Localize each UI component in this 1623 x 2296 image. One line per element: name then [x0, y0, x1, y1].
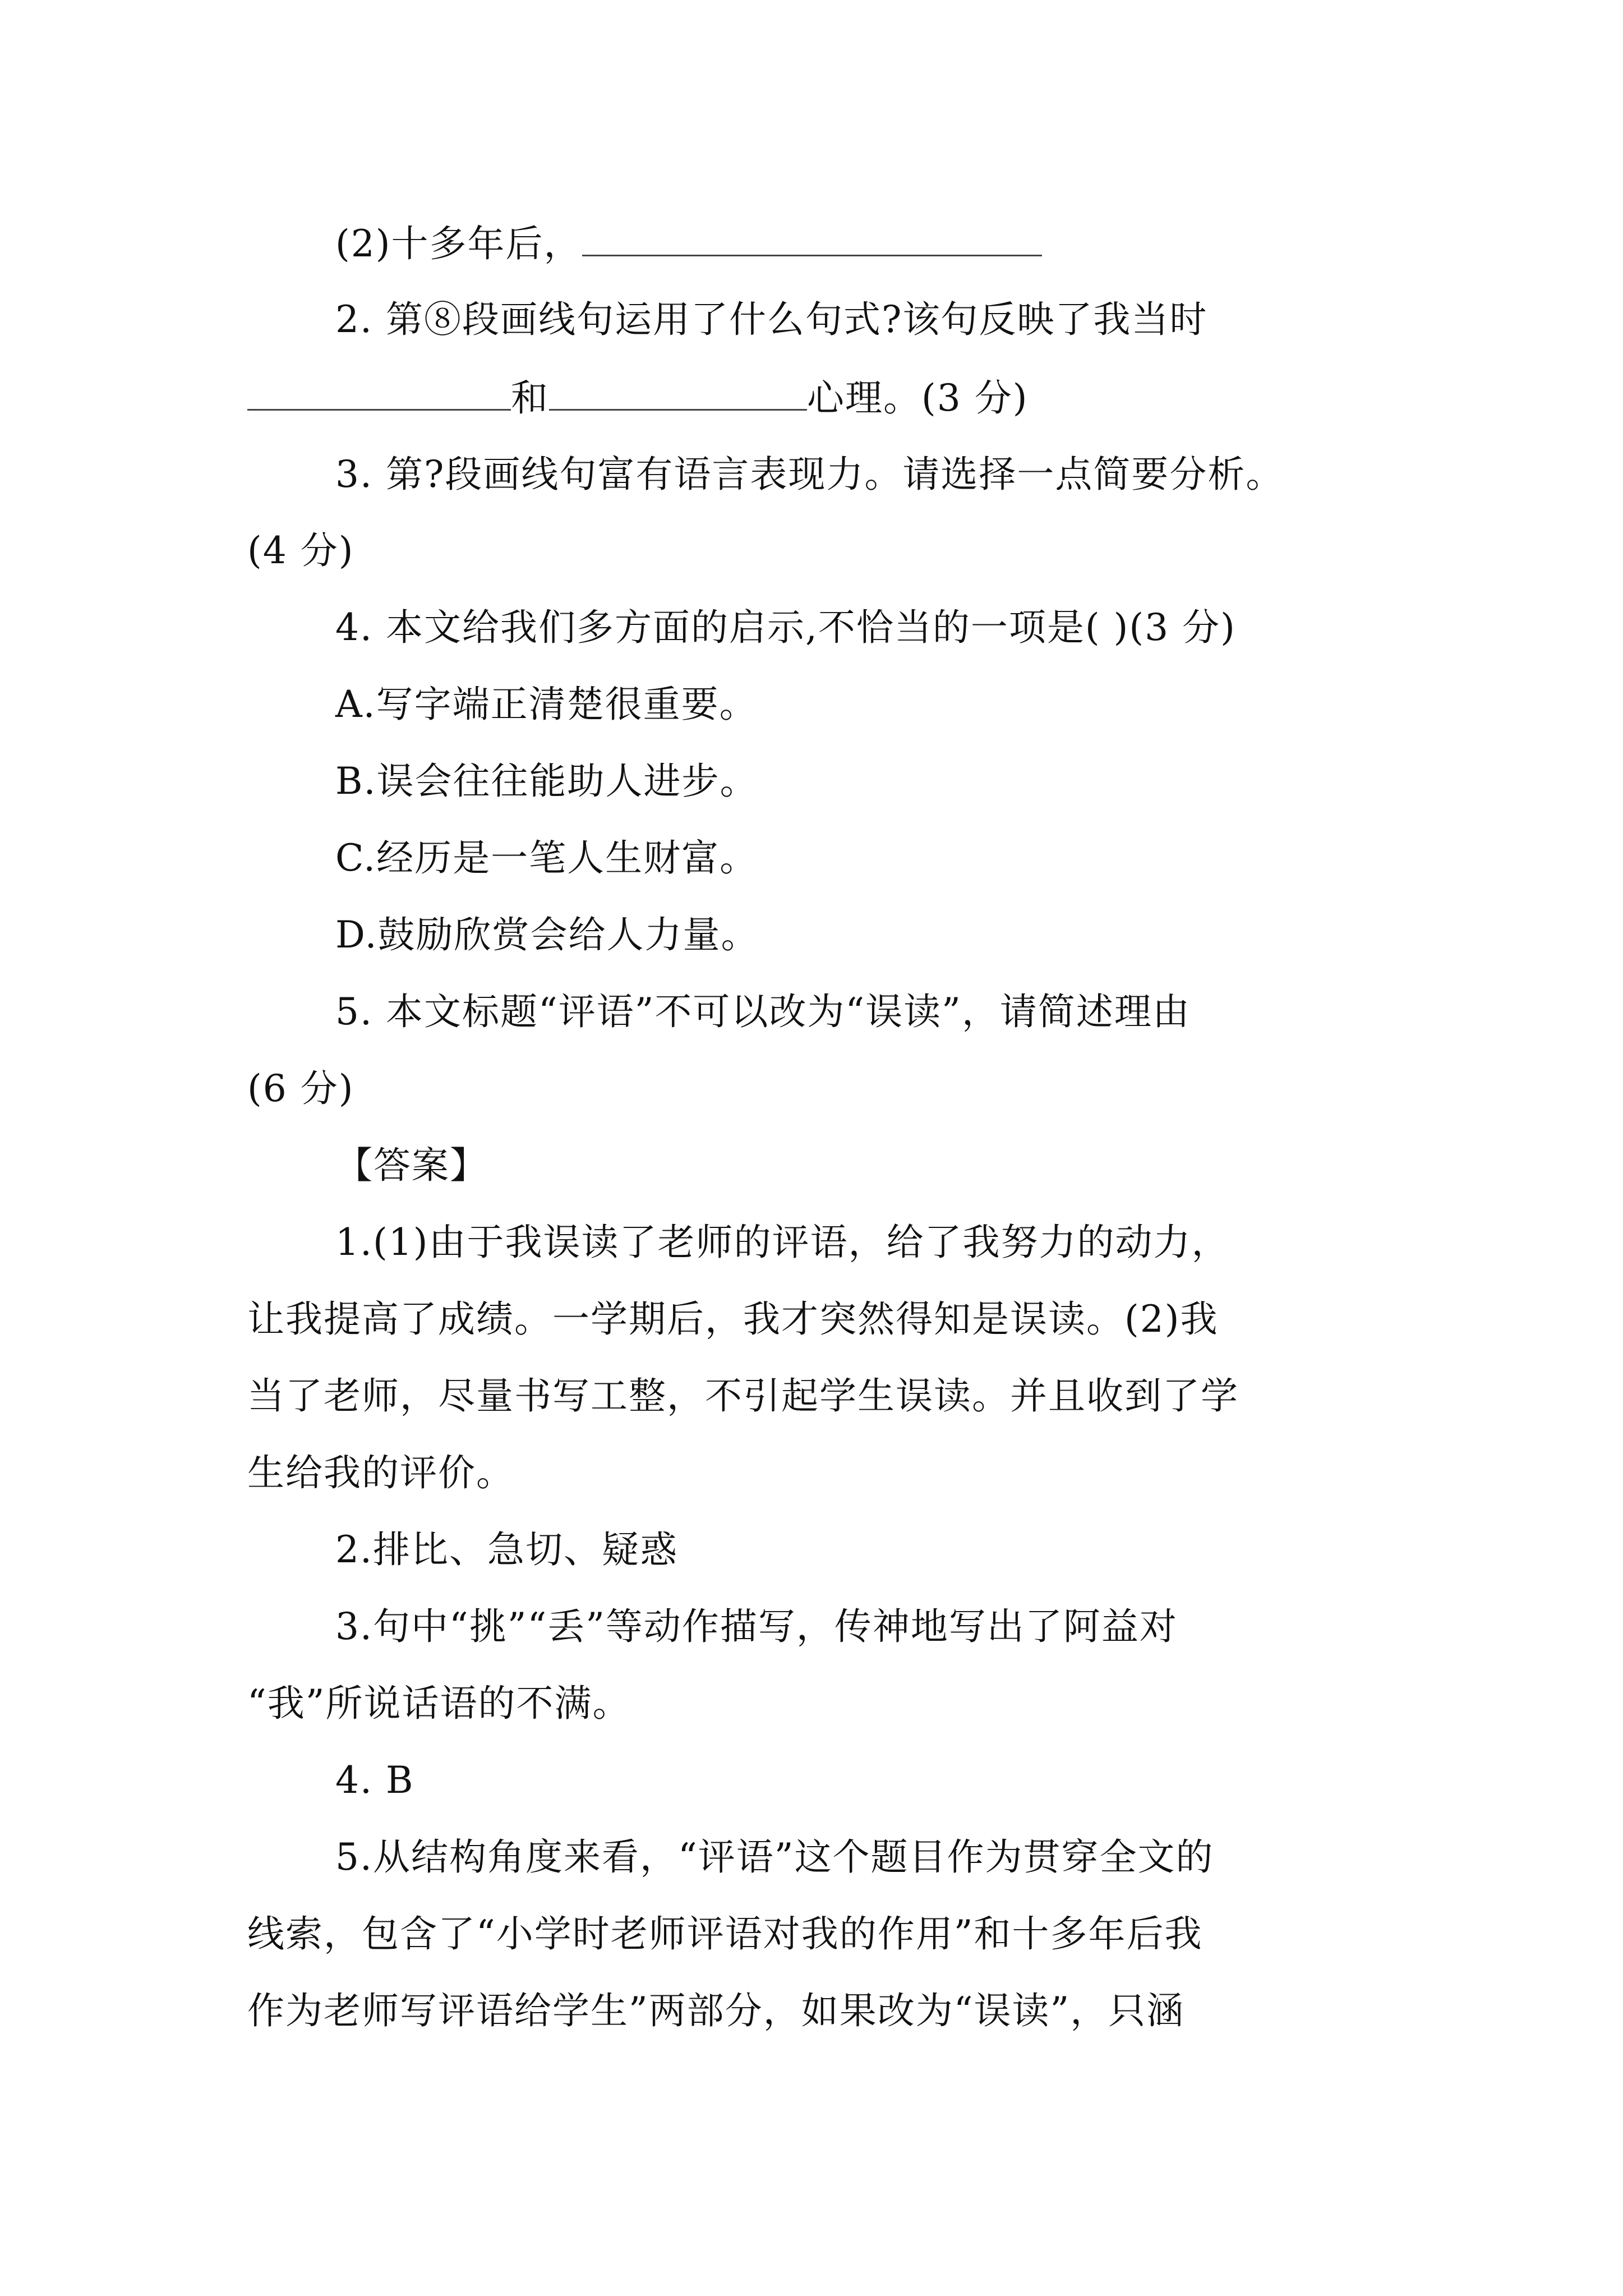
question-2-connector: 和 — [511, 376, 549, 420]
answer-1-line-4: 生给我的评价。 — [247, 1451, 514, 1494]
question-2-line-2 — [247, 374, 1028, 421]
answer-5-line-2: 线索，包含了“小学时老师评语对我的作用”和十多年后我 — [247, 1912, 1203, 1955]
answer-5-line-3: 作为老师写评语给学生”两部分，如果改为“误读”，只涵 — [247, 1989, 1185, 2032]
answer-1-line-1: 1.(1)由于我误读了老师的评语，给了我努力的动力， — [335, 1221, 1230, 1264]
answer-blank — [582, 220, 1042, 256]
question-4-option-c: C.经历是一笔人生财富。 — [335, 836, 758, 880]
question-2-line-1: 2. 第⑧段画线句运用了什么句式?该句反映了我当时 — [335, 298, 1208, 341]
question-4-option-b: B.误会往往能助人进步。 — [335, 760, 758, 803]
answer-3-line-2: “我”所说话语的不满。 — [247, 1682, 631, 1725]
answers-heading: 【答案】 — [335, 1144, 488, 1187]
answer-3-line-1: 3.句中“挑”“丢”等动作描写，传神地写出了阿益对 — [335, 1605, 1178, 1648]
question-3-line-1: 3. 第?段画线句富有语言表现力。请选择一点简要分析。 — [335, 453, 1284, 496]
answer-blank — [549, 374, 807, 411]
answer-4: 4. B — [335, 1759, 414, 1802]
question-4-option-d: D.鼓励欣赏会给人力量。 — [335, 913, 759, 956]
question-1-part-2-label: (2)十多年后， — [335, 222, 582, 265]
answer-blank — [247, 374, 511, 411]
question-3-line-2: (4 分) — [247, 529, 354, 572]
question-4-option-a: A.写字端正清楚很重要。 — [335, 683, 758, 726]
question-1-part-2 — [335, 220, 1042, 266]
question-2-tail: 心理。(3 分) — [807, 376, 1029, 420]
answer-5-line-1: 5.从结构角度来看，“评语”这个题目作为贯穿全文的 — [335, 1835, 1214, 1879]
question-5-line-1: 5. 本文标题“评语”不可以改为“误读”，请简述理由 — [335, 990, 1191, 1033]
answer-1-line-2: 让我提高了成绩。一学期后，我才突然得知是误读。(2)我 — [247, 1297, 1219, 1341]
answer-1-line-3: 当了老师，尽量书写工整，不引起学生误读。并且收到了学 — [247, 1374, 1239, 1418]
question-4-stem: 4. 本文给我们多方面的启示,不恰当的一项是( )(3 分) — [335, 606, 1236, 649]
question-5-line-2: (6 分) — [247, 1067, 354, 1110]
answer-2: 2.排比、急切、疑惑 — [335, 1528, 678, 1571]
